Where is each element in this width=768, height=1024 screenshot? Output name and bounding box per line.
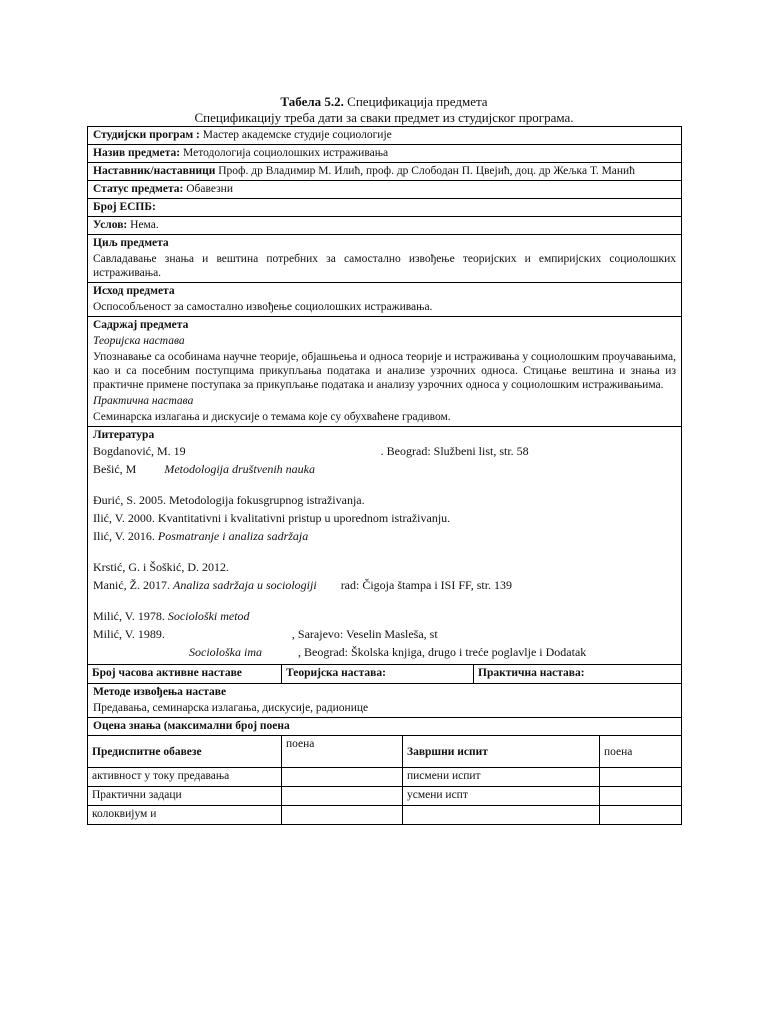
table-row: [88, 787, 681, 806]
table-subtitle: Спецификацију треба дати за сваки предмет из студијског програма.: [194, 110, 574, 125]
grading-table: [88, 736, 681, 824]
table-caption: [0, 94, 768, 109]
grading-cell: [600, 768, 682, 787]
lit-title: Posmatranje i analiza sadržaja: [157, 529, 309, 543]
ects-row: [88, 199, 682, 217]
outcome-label: Исход предмета: [93, 285, 175, 297]
pre-exam-header: Предиспитне обавезе: [88, 736, 282, 768]
literature-label: Литература: [93, 429, 155, 441]
practice-hours-label: Практична настава:: [474, 665, 682, 683]
grading-title-row: [88, 718, 682, 736]
grading-label: Оцена знања (максимални број поена: [93, 720, 290, 732]
hours-row: [88, 665, 682, 684]
lit-title: Sociološki metod: [167, 609, 250, 623]
content-label: Садржај предмета: [93, 319, 189, 331]
literature-entry: Đurić, S. 2005. Metodologija fokusgrupnog istraživanja.: [93, 493, 365, 507]
literature-entry: [93, 528, 676, 544]
literature-gap: [93, 479, 676, 491]
practice-text: Семинарска излагања и дискусије о темама које су обухваћене градивом.: [93, 411, 451, 423]
lit-author: Milić, V. 1978.: [93, 609, 168, 623]
lit-author: Manić, Ž. 2017.: [93, 578, 173, 592]
literature-entry: [93, 608, 676, 624]
literature-entry: Ilić, V. 2000. Kvantitativni i kvalitativni pristup u uporednom istraživanju.: [93, 511, 451, 525]
literature-entry: [93, 443, 676, 459]
course-spec-table: [87, 126, 682, 825]
points-header-2: поена: [600, 736, 682, 768]
condition-label: Услов:: [93, 219, 128, 231]
course-name-value: Методологија социолошких истраживања: [180, 147, 389, 159]
condition-row: [88, 217, 682, 235]
grading-cell: усмени испт: [403, 787, 600, 806]
lit-title: Sociološka ima: [189, 645, 262, 659]
lit-source: , Sarajevo: Veselin Masleša, st: [291, 627, 438, 641]
literature-gap: [93, 595, 676, 607]
lit-source: , Beograd: Školska knjiga, drugo i treće poglavlje i Dodatak: [298, 645, 587, 659]
hours-table: [88, 665, 681, 683]
outcome-row: [88, 283, 682, 317]
grading-cell: [600, 806, 682, 825]
practice-label: Практична настава: [93, 395, 194, 407]
grading-cell: активност у току предавања: [88, 768, 282, 787]
program-label: Студијски програм :: [93, 129, 200, 141]
lit-source: . Beograd: Službeni list, str. 58: [380, 444, 529, 458]
literature-entry: [93, 626, 676, 642]
table-title: Спецификација предмета: [343, 94, 488, 109]
content-row: [88, 317, 682, 427]
outcome-text: Оспособљеност за самостално извођење социолошких истраживања.: [93, 301, 433, 313]
goal-row: [88, 235, 682, 283]
goal-label: Циљ предмета: [93, 237, 169, 249]
grading-cell: [282, 768, 403, 787]
final-exam-header: Завршни испит: [403, 736, 600, 768]
grading-cell: [282, 806, 403, 825]
literature-row: [88, 427, 682, 665]
table-row: [88, 806, 681, 825]
literature-gap: [93, 546, 676, 558]
literature-entry: [93, 461, 676, 477]
teachers-label: Наставник/наставници: [93, 165, 216, 177]
literature-entry: Krstić, G. i Šoškić, D. 2012.: [93, 560, 229, 574]
points-header: поена: [282, 736, 403, 768]
teachers-row: [88, 163, 682, 181]
lit-author: Bešić, M: [93, 462, 137, 476]
lit-author: Ilić, V. 2016.: [93, 529, 158, 543]
grading-cell: [600, 787, 682, 806]
status-row: [88, 181, 682, 199]
course-name-label: Назив предмета:: [93, 147, 181, 159]
program-row: [88, 127, 682, 145]
grading-cell: Практични задаци: [88, 787, 282, 806]
methods-label: Методе извођења наставе: [93, 686, 227, 698]
condition-value: Нема.: [127, 219, 159, 231]
lit-author: Milić, V. 1989.: [93, 627, 165, 641]
program-value: Мастер академске студије социологије: [199, 129, 392, 141]
goal-text: Савладавање знања и вештина потребних за самостално извођење теоријских и емпиријских социолошких истраживања.: [93, 253, 676, 279]
theory-label: Теоријска настава: [93, 335, 185, 347]
lit-title: Metodologija društvenih nauka: [164, 462, 315, 476]
ects-label: Број ЕСПБ:: [93, 201, 156, 213]
literature-entry: [93, 577, 676, 593]
grading-cell: [282, 787, 403, 806]
grading-cell: [403, 806, 600, 825]
literature-entry: [93, 644, 676, 660]
methods-row: [88, 684, 682, 718]
table-number: Табела 5.2.: [280, 94, 344, 109]
theory-text: Упознавање са особинама научне теорије, објашњења и односа теорије и истраживања у социолошким проучавањима, као и са посебним поступцима прикупљања података и анализе узрочних односа. Стицање вештина и знања из практичне примене поступака за прикупљање података и анализу узрочних односа у социолошким истраживањима.: [93, 351, 676, 391]
course-name-row: [88, 145, 682, 163]
teachers-value: Проф. др Владимир М. Илић, проф. др Слободан П. Цвејић, доц. др Жељка Т. Манић: [215, 165, 635, 177]
lit-source: rad: Čigoja štampa i ISI FF, str. 139: [340, 578, 513, 592]
methods-text: Предавања, семинарска излагања, дискусије, радионице: [93, 702, 369, 714]
grading-cell: писмени испит: [403, 768, 600, 787]
status-value: Обавезни: [183, 183, 233, 195]
table-row: [88, 768, 681, 787]
lit-title: Analiza sadržaja u sociologiji: [173, 578, 317, 592]
theory-hours-label: Теоријска настава:: [282, 665, 474, 683]
grading-row: [88, 736, 682, 825]
lit-author: Bogdanović, M. 19: [93, 444, 186, 458]
grading-cell: колоквијум и: [88, 806, 282, 825]
active-hours-label: Број часова активне наставе: [88, 665, 282, 683]
status-label: Статус предмета:: [93, 183, 184, 195]
